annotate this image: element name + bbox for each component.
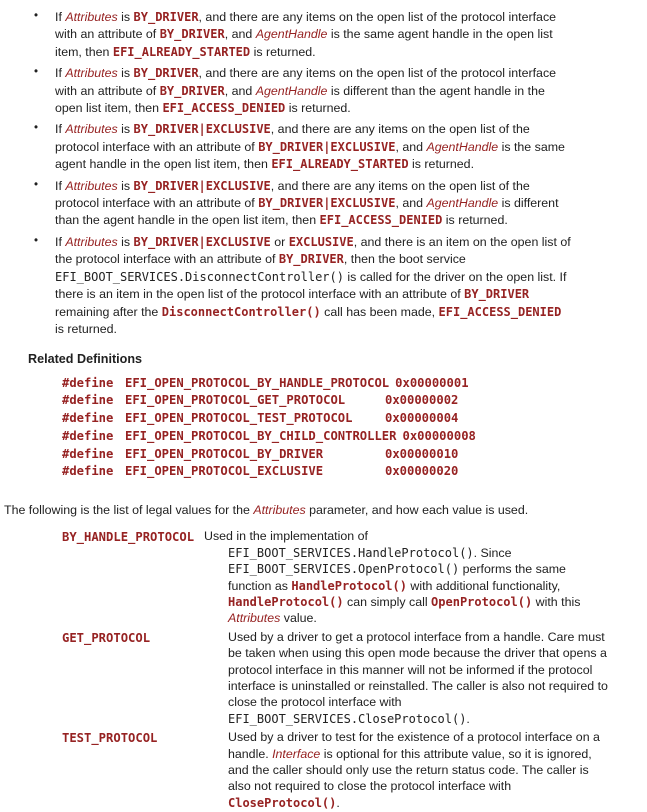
- text-run: is returned.: [250, 44, 316, 59]
- define-directive: #define: [62, 375, 114, 390]
- define-value: 0x00000004: [385, 411, 459, 426]
- define-name: EFI_OPEN_PROTOCOL_BY_DRIVER: [125, 446, 324, 461]
- attribute-term: GET_PROTOCOL: [62, 630, 151, 645]
- define-name: EFI_OPEN_PROTOCOL_BY_CHILD_CONTROLLER: [125, 428, 397, 443]
- code-keyword: HandleProtocol(): [228, 594, 344, 609]
- text-run: performs the same function as: [228, 562, 566, 593]
- bullet-list: [0, 0, 647, 338]
- code-keyword: BY_DRIVER: [133, 10, 199, 24]
- italic-term: AgentHandle: [255, 83, 328, 98]
- bullet-text: [55, 178, 573, 230]
- define-row: [62, 428, 647, 446]
- define-directive: #define: [62, 446, 114, 461]
- code-keyword: BY_DRIVER: [159, 27, 225, 42]
- code-keyword: BY_DRIVER|EXCLUSIVE: [258, 196, 396, 211]
- text-run: .: [336, 795, 340, 810]
- text-run: is returned.: [55, 321, 117, 336]
- bullet-icon: •: [34, 234, 39, 247]
- attribute-term: TEST_PROTOCOL: [62, 731, 158, 746]
- text-run: If: [55, 234, 66, 249]
- text-run: , and there are any items on the open list of the protocol interface with an attribute of: [55, 122, 530, 154]
- text-run: Used by a driver to get a protocol interface from a handle. Care must be taken when using this open mode because the driver that opens a protocol interface in this manner will not be informed if the protocol interface is uninstalled or reinstalled. The caller is also not required to close the protocol interface with: [228, 629, 608, 710]
- define-directive: #define: [62, 393, 114, 408]
- text-run: is returned.: [408, 157, 475, 172]
- text-run: , and: [224, 83, 256, 98]
- define-directive: #define: [62, 428, 114, 443]
- define-row: [62, 446, 647, 464]
- text-run: , and there is an item on the open list of the protocol interface with an attribute of: [55, 234, 571, 267]
- code-keyword: EFI_ACCESS_DENIED: [162, 101, 286, 116]
- italic-term: Attributes: [228, 611, 281, 626]
- define-row: [62, 375, 647, 393]
- bullet-text: [55, 9, 573, 61]
- code-keyword: OpenProtocol(): [431, 594, 533, 609]
- text-run: is: [117, 66, 134, 81]
- italic-term: Attributes: [65, 10, 118, 24]
- attribute-term: BY_HANDLE_PROTOCOL: [62, 530, 195, 545]
- bullet-icon: •: [34, 66, 39, 79]
- code-keyword: BY_DRIVER|EXCLUSIVE: [133, 122, 271, 137]
- text-run: If: [55, 10, 66, 24]
- text-run: Used by a driver to test for the existence of a protocol interface on a handle.: [228, 730, 600, 761]
- bullet-icon: •: [34, 122, 39, 135]
- text-run: is: [117, 122, 134, 137]
- define-directive: #define: [62, 464, 114, 479]
- text-run: .: [466, 711, 470, 726]
- code-keyword: EFI_ALREADY_STARTED: [112, 44, 251, 59]
- code-keyword: HandleProtocol(): [291, 578, 407, 593]
- attribute-description: [228, 729, 612, 811]
- code-plain: EFI_BOOT_SERVICES.HandleProtocol(): [228, 545, 474, 560]
- text-run: , then the boot service: [343, 252, 466, 267]
- define-name: EFI_OPEN_PROTOCOL_TEST_PROTOCOL: [125, 411, 353, 426]
- italic-term: Attributes: [65, 122, 118, 137]
- text-run: , and: [395, 196, 427, 211]
- text-run: call has been made,: [320, 304, 439, 319]
- code-keyword: BY_DRIVER|EXCLUSIVE: [133, 234, 271, 249]
- text-run: Used in the implementation of: [204, 529, 368, 544]
- define-row: [62, 392, 647, 410]
- text-run: If: [55, 178, 66, 193]
- define-block: [62, 375, 647, 481]
- define-row: [62, 410, 647, 428]
- attribute-description: [204, 528, 612, 626]
- define-value: 0x00000002: [385, 393, 459, 408]
- code-keyword: CloseProtocol(): [228, 795, 337, 810]
- attribute-description: [228, 629, 612, 727]
- bullet-text: [55, 234, 573, 338]
- define-value: 0x00000001: [395, 375, 469, 390]
- text-run: is returned.: [442, 213, 508, 228]
- text-run: with this: [532, 594, 581, 609]
- text-run: is returned.: [285, 101, 351, 116]
- text-run: If: [55, 122, 66, 137]
- define-value: 0x00000010: [385, 446, 459, 461]
- bullet-text: [55, 65, 573, 117]
- text-run: is optional for this attribute value, so it is ignored, and the caller should only use the return status code. The caller is also not required to close the protocol interface with: [228, 746, 592, 794]
- text-run: value.: [280, 611, 317, 626]
- text-run: is different than the agent handle in the open list item, then: [55, 83, 545, 116]
- code-plain: EFI_BOOT_SERVICES.CloseProtocol(): [228, 711, 467, 726]
- code-keyword: EFI_ALREADY_STARTED: [271, 157, 409, 172]
- code-plain: EFI_BOOT_SERVICES.DisconnectController(): [55, 269, 344, 284]
- italic-term: Interface: [272, 746, 321, 761]
- code-keyword: EFI_ACCESS_DENIED: [319, 213, 443, 228]
- define-name: EFI_OPEN_PROTOCOL_GET_PROTOCOL: [125, 393, 346, 408]
- bullet-icon: •: [34, 10, 39, 22]
- text-run: with additional functionality,: [406, 578, 561, 593]
- text-run: is the same agent handle in the open list item, then: [55, 139, 565, 172]
- text-run: The following is the list of legal values for the: [4, 502, 254, 517]
- text-run: or: [270, 234, 289, 249]
- italic-term: Attributes: [65, 234, 118, 249]
- code-keyword: BY_DRIVER: [278, 252, 344, 267]
- attribute-value-list: [0, 528, 647, 811]
- italic-term: AgentHandle: [426, 196, 499, 211]
- attribute-value-entry: [0, 729, 647, 811]
- italic-term: Attributes: [65, 178, 118, 193]
- attribute-value-entry: [0, 528, 647, 626]
- define-name: EFI_OPEN_PROTOCOL_EXCLUSIVE: [125, 464, 324, 479]
- bullet-text: [55, 121, 573, 173]
- bullet-item: [34, 234, 573, 338]
- bullet-icon: •: [34, 178, 39, 191]
- text-run: , and: [395, 139, 427, 154]
- bullet-item: [34, 121, 573, 173]
- bullet-item: [34, 9, 573, 61]
- text-run: is different than the agent handle in the open list item, then: [55, 196, 559, 228]
- text-run: is called for the driver on the open list. If there is an item in the open list of the protocol interface with an attribute of: [55, 269, 567, 302]
- text-run: . Since: [473, 545, 512, 560]
- text-run: is: [117, 234, 134, 249]
- text-run: , and there are any items on the open list of the protocol interface with an attribute of: [55, 178, 530, 211]
- code-plain: EFI_BOOT_SERVICES.OpenProtocol(): [228, 562, 460, 577]
- text-run: can simply call: [343, 594, 432, 609]
- code-keyword: EXCLUSIVE: [288, 234, 354, 249]
- text-run: , and there are any items on the open list of the protocol interface with an attribute of: [55, 10, 557, 42]
- code-keyword: DisconnectController(): [161, 304, 321, 319]
- code-keyword: BY_DRIVER|EXCLUSIVE: [133, 178, 271, 193]
- related-definitions-heading: Related Definitions: [28, 352, 143, 367]
- text-run: remaining after the: [55, 304, 162, 319]
- code-keyword: BY_DRIVER: [464, 287, 530, 302]
- define-value: 0x00000008: [402, 428, 476, 443]
- code-keyword: EFI_ACCESS_DENIED: [438, 304, 562, 319]
- bullet-item: [34, 178, 573, 230]
- text-run: is: [117, 178, 134, 193]
- italic-term: AgentHandle: [426, 139, 499, 154]
- text-run: is the same agent handle in the open list item, then: [55, 27, 553, 59]
- text-run: is: [117, 10, 134, 24]
- code-keyword: BY_DRIVER|EXCLUSIVE: [258, 139, 396, 154]
- intro-paragraph: [4, 502, 639, 519]
- italic-term: Attributes: [253, 502, 306, 517]
- text-run: , and there are any items on the open list of the protocol interface with an attribute of: [55, 66, 557, 98]
- define-directive: #define: [62, 411, 114, 426]
- define-row: [62, 463, 647, 481]
- italic-term: AgentHandle: [255, 27, 328, 42]
- text-run: parameter, and how each value is used.: [305, 502, 529, 517]
- define-name: EFI_OPEN_PROTOCOL_BY_HANDLE_PROTOCOL: [125, 375, 390, 390]
- bullet-item: [34, 65, 573, 117]
- italic-term: Attributes: [65, 66, 118, 81]
- code-keyword: BY_DRIVER: [159, 83, 225, 98]
- code-keyword: BY_DRIVER: [133, 66, 199, 81]
- attribute-value-entry: [0, 629, 647, 727]
- text-run: If: [55, 66, 66, 81]
- define-value: 0x00000020: [385, 464, 459, 479]
- text-run: , and: [224, 27, 256, 42]
